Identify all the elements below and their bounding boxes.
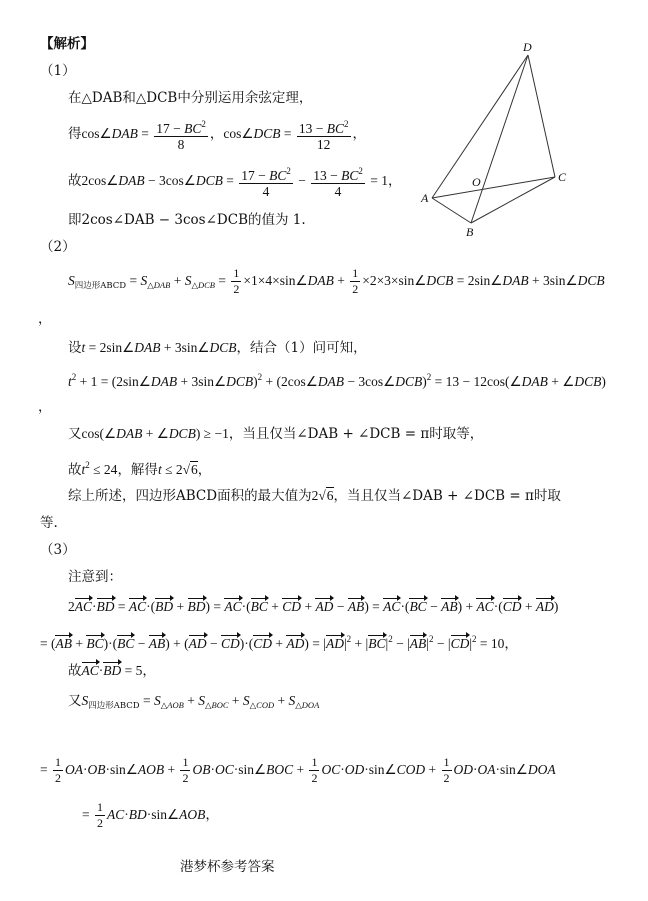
edge-DC	[528, 55, 555, 177]
part3-you-line: 又$S_{四边形ABCD} = S_{\triangle AOB} + S_{\triangle BOC} + S_{\triangle COD} + S_{\triangle DOA}$	[68, 693, 320, 711]
part2-summary: 综上所述，四边形ABCD面积的最大值为2√6，当且仅当∠DAB + ∠DCB = π时取	[68, 488, 561, 504]
gu-mid: ，解得	[117, 462, 158, 478]
part1-line2-prefix: 得	[68, 126, 82, 142]
area-subscript: 四边形ABCD	[74, 281, 127, 291]
part3-you-prefix: 又	[68, 693, 82, 709]
part2-identity: $t^2 + 1$ = (2sin∠DAB + 3sin∠DCB)$^2$ + (2cos∠DAB − 3cos∠DCB)$^2$ = 13 − 12cos(∠DAB + ∠DCB)	[68, 372, 606, 389]
label-C: C	[558, 170, 567, 184]
part3-gu-prefix: 故	[68, 663, 82, 679]
gu-prefix: 故	[68, 462, 82, 478]
part1-line2: 得cos∠DAB = $\frac{17 - BC^2}{8}$ ，cos∠DCB = $\frac{13 - BC^2}{12}$ ，	[68, 119, 366, 152]
summary-text: 综上所述，四边形ABCD面积的最大值为	[68, 488, 312, 504]
part2-comma1: ，	[38, 311, 52, 327]
part2-area-formula: $S_{四边形ABCD} = S_{\triangle DAB} + S_{\triangle DCB}$ = $\frac{1}{2}$ ×1×4×sin∠DAB + $\frac{1}{2}$ ×2×3×sin∠DCB = 2sin∠DAB + 3sin∠DCB	[68, 266, 605, 296]
part1-number: （1）	[40, 63, 76, 79]
part3-vector-eq2: = $(AB + BC)\cdot(BC - AB) + (AD - CD)\cdot(CD + AD) = |AD|^2 + |BC|^2 - |AB|^2 - |CD|^2 = 10$，	[40, 634, 518, 652]
edge-DB	[471, 55, 528, 223]
part3-vector-eq1: 2AC·BD = AC·(BD + BD) = AC·(BC + CD + AD − AB) = AC·(BC − AB) + AC·(CD + AD)	[68, 599, 559, 614]
part2-you-line: 又cos(∠DAB + ∠DCB) ≥ −1，当且仅当∠DAB + ∠DCB = π时取等，	[68, 426, 484, 442]
part1-line3-prefix: 故	[68, 173, 82, 189]
label-O: O	[472, 175, 481, 189]
part2-set-t: 设t = 2sin∠DAB + 3sin∠DCB，结合（1）问可知，	[68, 340, 367, 356]
part3-number: （3）	[40, 542, 76, 558]
part1-line3: 故2cos∠DAB − 3cos∠DCB = $\frac{17 - BC^2}{4}$ − $\frac{13 - BC^2}{4}$ = 1，	[68, 166, 402, 199]
label-D: D	[523, 40, 532, 54]
part1-line2-sep: ，	[209, 126, 224, 142]
part1-line1: 在△DAB和△DCB中分别运用余弦定理，	[68, 90, 313, 106]
part3-note: 注意到：	[68, 569, 122, 585]
set-prefix: 设	[68, 340, 82, 356]
part2-number: （2）	[40, 239, 76, 255]
footer-label: 港梦杯参考答案	[180, 859, 275, 875]
part2-comma2: ，	[38, 399, 52, 415]
set-tail: ，结合（1）问可知，	[236, 340, 367, 356]
edge-AB	[432, 198, 471, 223]
part3-area-expand: = $\frac{1}{2}$ OA·OB·sin∠AOB + $\frac{1}{2}$ OB·OC·sin∠BOC + $\frac{1}{2}$ OC·OD·sin∠COD + $\frac{1}{2}$ OD·OA·sin∠DOA	[40, 755, 556, 785]
summary-tail: ，当且仅当∠DAB + ∠DCB = π时取	[333, 488, 561, 504]
you-tail: ，当且仅当∠DAB + ∠DCB = π时取等，	[228, 426, 484, 442]
you-prefix: 又	[68, 426, 82, 442]
part2-gu-line: 故$t^2 \le 24$，解得t ≤ 2√6，	[68, 460, 212, 478]
quadrilateral-figure	[415, 38, 595, 238]
part1-line4: 即2cos∠DAB − 3cos∠DCB的值为 1.	[68, 212, 306, 228]
part3-area-subscript: 四边形ABCD	[88, 701, 140, 711]
part3-gu-line: 故AC·BD = 5，	[68, 663, 156, 679]
part3-area-final: = $\frac{1}{2}$ AC·BD·sin∠AOB，	[82, 800, 219, 830]
label-B: B	[466, 225, 474, 238]
solution-header: 【解析】	[40, 36, 94, 52]
label-A: A	[421, 191, 429, 205]
part2-summary-end: 等.	[40, 515, 58, 531]
